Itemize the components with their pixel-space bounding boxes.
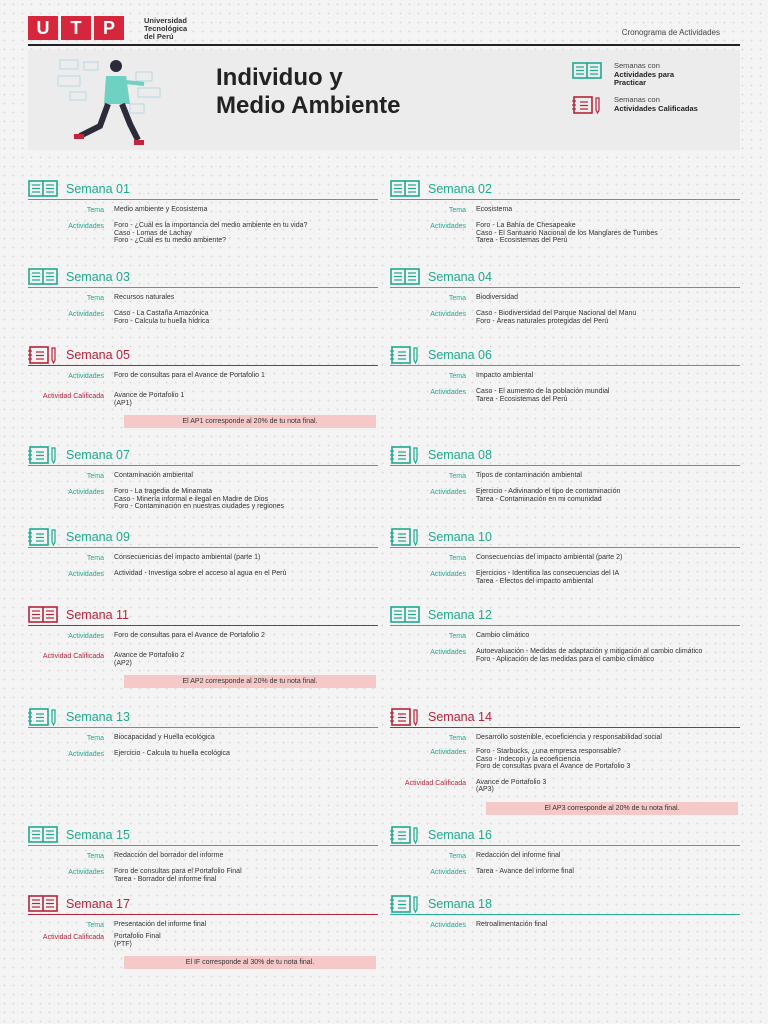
practice-book-icon — [390, 180, 420, 197]
legend-practice: Semanas con Actividades para Practicar — [572, 62, 674, 88]
actividades-label: Actividades — [68, 311, 104, 318]
practice-notebook-icon — [390, 895, 420, 913]
actividades-label: Actividades — [68, 223, 104, 230]
actividades-label: Actividades — [68, 869, 104, 876]
actividades-value: Foro - La tragedia de Minamata Caso - Minería informal e ilegal en Madre de Dios Foro - Contaminación en nuestras ciudades y regiones — [114, 488, 285, 511]
actividades-value: Caso - Biodiversidad del Parque Nacional del Manu Foro - Áreas naturales protegidas del Perú — [476, 310, 637, 325]
week-08 — [390, 446, 740, 511]
week-title: Semana 03 — [66, 269, 130, 284]
tema-value: Contaminación ambiental — [114, 472, 193, 479]
practice-book-icon — [390, 606, 420, 623]
week-title: Semana 14 — [428, 709, 492, 724]
calificada-label: Actividad Calificada — [404, 779, 466, 787]
tema-label: Tema — [86, 555, 104, 562]
tema-label: Tema — [448, 853, 466, 860]
actividades-value: Autoevaluación - Medidas de adaptación y mitigación al cambio climático Foro - Aplicación de las medidas para el cambio climático — [476, 648, 703, 663]
practice-notebook-icon — [28, 446, 58, 464]
actividades-value: Ejercicio - Calcula tu huella ecológica — [114, 750, 230, 757]
week-16 — [390, 826, 740, 884]
practice-notebook-icon — [28, 708, 58, 726]
actividades-value: Retroalimentación final — [476, 921, 548, 928]
graded-notebook-icon — [28, 346, 58, 364]
practice-notebook-icon — [390, 446, 420, 464]
actividades-value: Foro de consultas para el Avance de Portafolio 1 — [114, 372, 265, 379]
grade-note: El AP1 corresponde al 20% de tu nota final. — [124, 415, 376, 428]
document-title: Cronograma de Actividades — [621, 28, 720, 37]
practice-notebook-icon — [390, 826, 420, 844]
week-title: Semana 04 — [428, 269, 492, 284]
logo-letter-p: P — [94, 16, 124, 40]
tema-label: Tema — [86, 207, 104, 214]
week-02 — [390, 180, 740, 253]
actividades-label: Actividades — [430, 311, 466, 318]
grade-note: El AP2 corresponde al 20% de tu nota final. — [124, 675, 376, 688]
course-banner — [28, 50, 740, 150]
calificada-value: Avance de Portafolio 3 (AP3) — [476, 778, 547, 794]
logo-letter-u: U — [28, 16, 58, 40]
week-title: Semana 05 — [66, 347, 130, 362]
week-title: Semana 10 — [428, 529, 492, 544]
week-title: Semana 17 — [66, 896, 130, 911]
week-title: Semana 09 — [66, 529, 130, 544]
actividades-label: Actividades — [68, 633, 104, 640]
tema-value: Ecosistema — [476, 206, 513, 213]
tema-value: Biodiversidad — [476, 294, 519, 301]
tema-label: Tema — [448, 373, 466, 380]
tema-value: Impacto ambiental — [476, 372, 534, 379]
calificada-label: Actividad Calificada — [42, 653, 104, 660]
legend-graded: Semanas con Actividades Calificadas — [572, 96, 698, 114]
tema-label: Tema — [86, 295, 104, 302]
actividades-label: Actividades — [68, 373, 104, 380]
week-title: Semana 12 — [428, 607, 492, 622]
week-title: Semana 16 — [428, 827, 492, 842]
tema-value: Medio ambiente y Ecosistema — [114, 206, 208, 213]
actividades-value: Foro - Starbucks, ¿una empresa responsable? Caso - Indecopi y la ecoeficiencia Foro de consultas pvara el Avance de Portafolio 3 — [476, 748, 631, 771]
actividades-value: Ejercicios - Identifica las consecuencias del IA Tarea - Efectos del impacto ambiental — [476, 570, 620, 585]
tema-value: Consecuencias del impacto ambiental (parte 2) — [476, 554, 623, 561]
tema-value: Consecuencias del impacto ambiental (parte 1) — [114, 554, 261, 561]
week-title: Semana 02 — [428, 181, 492, 196]
tema-label: Tema — [448, 473, 466, 480]
practice-book-icon — [572, 62, 602, 79]
tema-label: Tema — [448, 207, 466, 214]
week-10 — [390, 528, 740, 593]
actividades-label: Actividades — [68, 751, 104, 758]
actividades-value: Foro de consultas para el Portafolio Final Tarea - Borrador del informe final — [114, 868, 242, 883]
tema-value: Redacción del informe final — [476, 852, 561, 859]
week-title: Semana 13 — [66, 709, 130, 724]
actividades-value: Caso - La Castaña Amazónica Foro - Calcula tu huella hídrica — [114, 310, 210, 325]
actividades-label: Actividades — [430, 389, 466, 396]
tema-label: Tema — [448, 295, 466, 302]
week-07 — [28, 446, 378, 519]
tema-value: Biocapacidad y Huella ecológica — [114, 734, 215, 741]
actividades-value: Actividad - Investiga sobre el acceso al agua en el Perú — [114, 570, 287, 577]
graded-notebook-icon — [572, 96, 602, 114]
actividades-label: Actividades — [430, 869, 466, 876]
calificada-value: Avance de Portafolio 2 (AP2) — [114, 652, 185, 667]
tema-label: Tema — [448, 633, 466, 640]
tema-label: Tema — [86, 853, 104, 860]
week-05 — [28, 346, 378, 428]
utp-logo — [28, 16, 124, 40]
tema-value: Presentación del informe final — [114, 921, 207, 928]
practice-notebook-icon — [390, 528, 420, 546]
tema-label: Tema — [448, 555, 466, 562]
graded-notebook-icon — [390, 708, 420, 726]
week-18 — [390, 895, 740, 937]
actividades-label: Actividades — [430, 922, 466, 929]
grade-note: El IF corresponde al 30% de tu nota final. — [124, 956, 376, 969]
week-04 — [390, 268, 740, 333]
tema-value: Tipos de contaminación ambiental — [476, 472, 582, 479]
calificada-label: Actividad Calificada — [42, 934, 104, 941]
university-name: Universidad Tecnológica del Perú — [144, 16, 188, 41]
week-15 — [28, 826, 378, 891]
practice-book-icon — [390, 268, 420, 285]
actividades-value: Tarea - Avance del informe final — [476, 868, 574, 875]
week-title: Semana 08 — [428, 447, 492, 462]
tema-label: Tema — [86, 473, 104, 480]
practice-book-icon — [28, 826, 58, 843]
graded-book-icon — [28, 606, 58, 623]
tema-value: Recursos naturales — [114, 294, 175, 301]
week-03 — [28, 268, 378, 333]
week-12 — [390, 606, 740, 671]
logo-letter-t: T — [61, 16, 91, 40]
person-illustration-icon — [40, 54, 190, 148]
tema-label: Tema — [86, 735, 104, 742]
week-14 — [390, 708, 740, 815]
week-01 — [28, 180, 378, 253]
week-title: Semana 11 — [66, 607, 130, 622]
grade-note: El AP3 corresponde al 20% de tu nota final. — [486, 802, 738, 815]
graded-book-icon — [28, 895, 58, 912]
actividades-value: Foro - ¿Cuál es la importancia del medio ambiente en tu vida? Caso - Lomas de Lachay Foro - ¿Cuál es tu medio ambiente? — [114, 222, 308, 245]
actividades-label: Actividades — [68, 489, 104, 496]
calificada-value: Avance de Portafolio 1 (AP1) — [114, 392, 185, 407]
page-header — [28, 14, 740, 46]
actividades-value: Foro - La Bahía de Chesapeake Caso - El Santuario Nacional de los Manglares de Tumbes Tarea - Ecosistemas del Perú — [476, 222, 658, 245]
practice-notebook-icon — [390, 346, 420, 364]
course-title: Individuo y Medio Ambiente — [216, 64, 401, 119]
week-11 — [28, 606, 378, 688]
practice-book-icon — [28, 268, 58, 285]
week-title: Semana 01 — [66, 181, 130, 196]
week-title: Semana 18 — [428, 896, 492, 911]
tema-value: Cambio climático — [476, 632, 530, 639]
actividades-label: Actividades — [68, 571, 104, 578]
week-title: Semana 06 — [428, 347, 492, 362]
tema-label: Tema — [86, 922, 104, 929]
week-06 — [390, 346, 740, 411]
week-title: Semana 15 — [66, 827, 130, 842]
tema-value: Redacción del borrador del informe — [114, 852, 224, 859]
week-09 — [28, 528, 378, 586]
actividades-label: Actividades — [430, 749, 466, 756]
actividades-value: Foro de consultas para el Avance de Portafolio 2 — [114, 632, 265, 639]
practice-notebook-icon — [28, 528, 58, 546]
practice-book-icon — [28, 180, 58, 197]
actividades-label: Actividades — [430, 649, 466, 656]
actividades-value: Ejercicio - Adivinando el tipo de contaminación Tarea - Contaminación en mi comunidad — [476, 488, 621, 503]
actividades-value: Caso - El aumento de la población mundial Tarea - Ecosistemas del Perú — [476, 388, 610, 403]
week-13 — [28, 708, 378, 766]
actividades-label: Actividades — [430, 571, 466, 578]
calificada-value: Portafolio Final (PTF) — [114, 933, 161, 948]
tema-value: Desarrollo sostenible, ecoeficiencia y responsabilidad social — [476, 734, 662, 741]
actividades-label: Actividades — [430, 223, 466, 230]
calificada-label: Actividad Calificada — [42, 393, 104, 400]
week-17 — [28, 895, 378, 969]
week-title: Semana 07 — [66, 447, 130, 462]
actividades-label: Actividades — [430, 489, 466, 496]
tema-label: Tema — [448, 735, 466, 742]
